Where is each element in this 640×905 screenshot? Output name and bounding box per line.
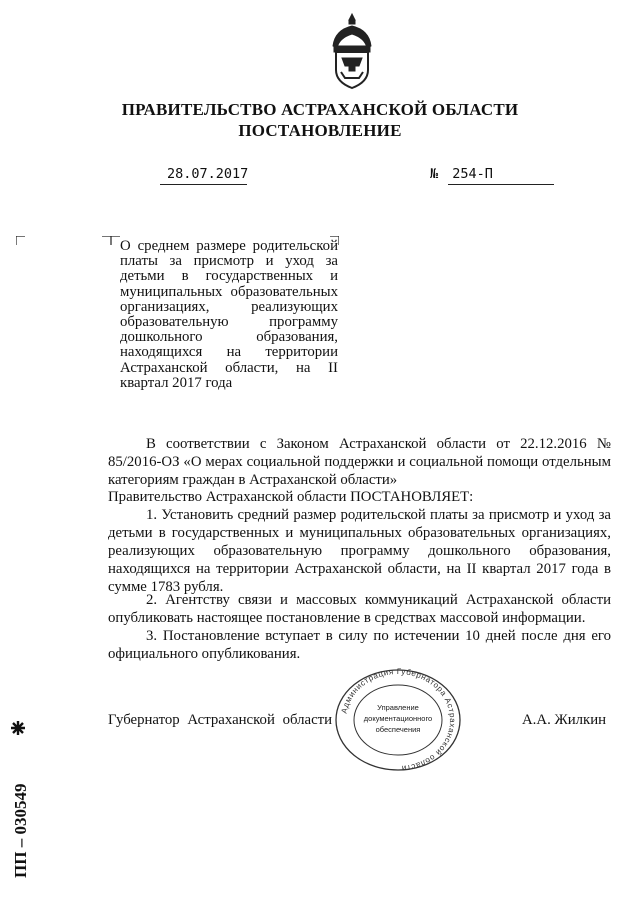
corner-mark [16, 236, 25, 245]
item-1-paragraph: 1. Установить средний размер родительской платы за присмотр и уход за детьми в государственных и муниципальных образовательных организациях, реализующих образовательную программу дошкольного образования, находящихся на территории Астраханской области, на II квартал 2017 года в сумме 1783 рубля. [108, 507, 611, 595]
government-title: ПРАВИТЕЛЬСТВО АСТРАХАНСКОЙ ОБЛАСТИ [121, 100, 519, 119]
document-subject: О среднем размере родительской платы за присмотр и уход за детьми в государственных и муниципальных образовательных организациях, реализующих образовательную программу дошкольного образования, находящихся на территории Астраханской области, на II квартал 2017 года [120, 238, 338, 391]
number-underline [448, 184, 554, 185]
preamble-paragraph: В соответствии с Законом Астраханской области от 22.12.2016 № 85/2016-ОЗ «О мерах социальной поддержки и социальной помощи отдельным категориям граждан в Астраханской области» [108, 436, 611, 488]
side-serial-number: ПП – 030549 [11, 783, 30, 878]
item-2-paragraph: 2. Агентству связи и массовых коммуникаций Астраханской области опубликовать настоящее постановление в средствах массовой информации. [108, 592, 611, 626]
stamp-outer-text: Администрация Губернатора Астраханской области [339, 668, 458, 772]
side-serial [6, 700, 48, 880]
stamp-line-1: Управление [377, 703, 419, 712]
coat-of-arms-icon [327, 12, 377, 90]
document-date: 28.07.2017 [167, 166, 249, 182]
corner-mark [102, 236, 111, 245]
signatory-name: А.А. Жилкин [522, 712, 607, 728]
number-value: 254-П [452, 166, 493, 182]
stamp-line-3: обеспечения [375, 725, 421, 734]
corner-mark [111, 236, 120, 245]
date-underline [160, 184, 247, 185]
item-3-paragraph: 3. Постановление вступает в силу по истечении 10 дней после дня его официального опубликования. [108, 628, 611, 662]
stamp-line-2: документационного [363, 714, 433, 723]
number-prefix: № [430, 166, 439, 182]
document-type: ПОСТАНОВЛЕНИЕ [238, 121, 402, 140]
signatory-title: Губернатор Астраханской области [108, 712, 333, 728]
official-stamp [333, 668, 463, 772]
document-number [430, 166, 493, 182]
resolution-line: Правительство Астраханской области ПОСТАНОВЛЯЕТ: [108, 489, 474, 505]
